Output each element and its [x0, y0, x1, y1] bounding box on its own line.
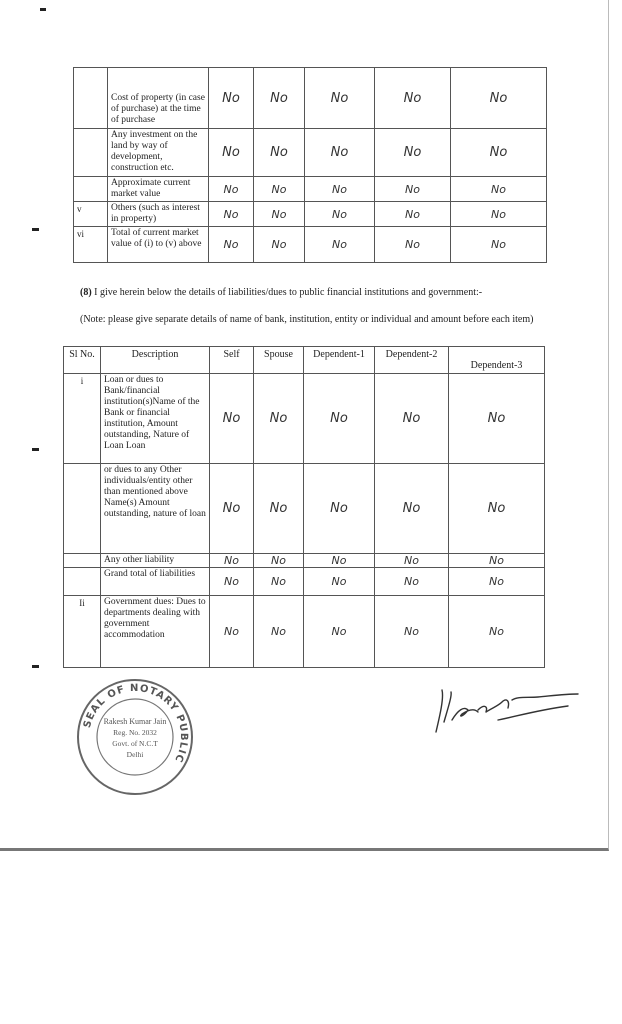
sl-cell: [64, 464, 101, 554]
section-8-note: (Note: please give separate details of name of bank, institution, entity or individual and amount before each item): [80, 314, 534, 325]
value-cell: No: [375, 568, 449, 596]
value-cell: No: [254, 202, 305, 227]
value-cell: No: [209, 68, 254, 129]
column-header: Spouse: [254, 347, 304, 374]
description-cell: or dues to any Other individuals/entity other than mentioned above Name(s) Amount outstanding, nature of loan: [101, 464, 210, 554]
table-row: [74, 177, 547, 202]
value-cell: No: [375, 374, 449, 464]
value-cell: No: [375, 227, 451, 263]
seal-city: Delhi: [126, 750, 144, 759]
table-row: [64, 374, 545, 464]
value-cell: No: [449, 596, 545, 668]
value-cell: No: [254, 554, 304, 568]
value-cell: No: [254, 129, 305, 177]
value-cell: No: [254, 227, 305, 263]
value-cell: No: [304, 464, 375, 554]
seal-name: Rakesh Kumar Jain: [103, 717, 167, 726]
value-cell: No: [375, 596, 449, 668]
value-cell: No: [451, 202, 547, 227]
table-header-row: [64, 347, 545, 374]
value-cell: No: [304, 374, 375, 464]
seal-ring-text: SEAL OF NOTARY PUBLIC: [81, 682, 190, 765]
value-cell: No: [304, 568, 375, 596]
value-cell: No: [210, 568, 254, 596]
column-header: Dependent-2: [375, 347, 449, 374]
table-row: [74, 227, 547, 263]
sl-cell: [64, 568, 101, 596]
description-cell: Any other liability: [101, 554, 210, 568]
property-table: [73, 67, 547, 263]
value-cell: No: [449, 554, 545, 568]
description-cell: Others (such as interest in property): [108, 202, 209, 227]
table-row: [64, 554, 545, 568]
sl-cell: i: [64, 374, 101, 464]
value-cell: No: [451, 177, 547, 202]
value-cell: No: [210, 554, 254, 568]
description-cell: Approximate current market value: [108, 177, 209, 202]
value-cell: No: [209, 202, 254, 227]
scan-mark: [32, 448, 39, 451]
value-cell: No: [210, 596, 254, 668]
liabilities-table: [63, 346, 545, 668]
column-header: Dependent-1: [304, 347, 375, 374]
scan-mark: [40, 8, 46, 11]
scan-mark: [32, 228, 39, 231]
value-cell: No: [209, 177, 254, 202]
section-number: (8): [80, 287, 92, 298]
value-cell: No: [254, 568, 304, 596]
table-row: [64, 568, 545, 596]
value-cell: No: [305, 202, 375, 227]
description-cell: Government dues: Dues to departments dealing with government accommodation: [101, 596, 210, 668]
sl-cell: [64, 554, 101, 568]
value-cell: No: [305, 68, 375, 129]
value-cell: No: [254, 68, 305, 129]
value-cell: No: [305, 227, 375, 263]
value-cell: No: [210, 464, 254, 554]
column-header: Sl No.: [64, 347, 101, 374]
seal-reg: Reg. No. 2032: [113, 728, 157, 737]
value-cell: No: [375, 68, 451, 129]
table-row: [74, 202, 547, 227]
table-row: [64, 596, 545, 668]
value-cell: No: [209, 227, 254, 263]
value-cell: No: [254, 374, 304, 464]
sl-cell: Ii: [64, 596, 101, 668]
description-cell: Loan or dues to Bank/financial institution(s)Name of the Bank or financial institution, Amount outstanding, Nature of Loan Loan: [101, 374, 210, 464]
value-cell: No: [254, 464, 304, 554]
sl-cell: [74, 129, 108, 177]
description-cell: Grand total of liabilities: [101, 568, 210, 596]
value-cell: No: [451, 227, 547, 263]
sl-cell: v: [74, 202, 108, 227]
value-cell: No: [305, 177, 375, 202]
value-cell: No: [451, 129, 547, 177]
value-cell: No: [254, 596, 304, 668]
scan-mark: [32, 665, 39, 668]
value-cell: No: [375, 177, 451, 202]
value-cell: No: [210, 374, 254, 464]
value-cell: No: [209, 129, 254, 177]
value-cell: No: [304, 554, 375, 568]
value-cell: No: [451, 68, 547, 129]
section-text: I give herein below the details of liabilities/dues to public financial institutions and government:-: [94, 287, 483, 298]
column-header: Description: [101, 347, 210, 374]
value-cell: No: [449, 568, 545, 596]
sl-cell: [74, 177, 108, 202]
value-cell: No: [254, 177, 305, 202]
column-header: Dependent-3: [449, 347, 545, 374]
value-cell: No: [375, 554, 449, 568]
description-cell: Any investment on the land by way of development, construction etc.: [108, 129, 209, 177]
table-row: [64, 464, 545, 554]
notary-seal: [76, 678, 194, 796]
value-cell: No: [449, 464, 545, 554]
value-cell: No: [375, 129, 451, 177]
section-8-statement: [80, 287, 560, 299]
seal-gov: Govt. of N.C.T: [112, 739, 158, 748]
sl-cell: [74, 68, 108, 129]
value-cell: No: [304, 596, 375, 668]
table-row: [74, 129, 547, 177]
value-cell: No: [375, 464, 449, 554]
description-cell: Cost of property (in case of purchase) at the time of purchase: [108, 68, 209, 129]
table-row: [74, 68, 547, 129]
column-header: Self: [210, 347, 254, 374]
value-cell: No: [305, 129, 375, 177]
sl-cell: vi: [74, 227, 108, 263]
signature: [428, 680, 588, 740]
description-cell: Total of current market value of (i) to (v) above: [108, 227, 209, 263]
value-cell: No: [375, 202, 451, 227]
value-cell: No: [449, 374, 545, 464]
